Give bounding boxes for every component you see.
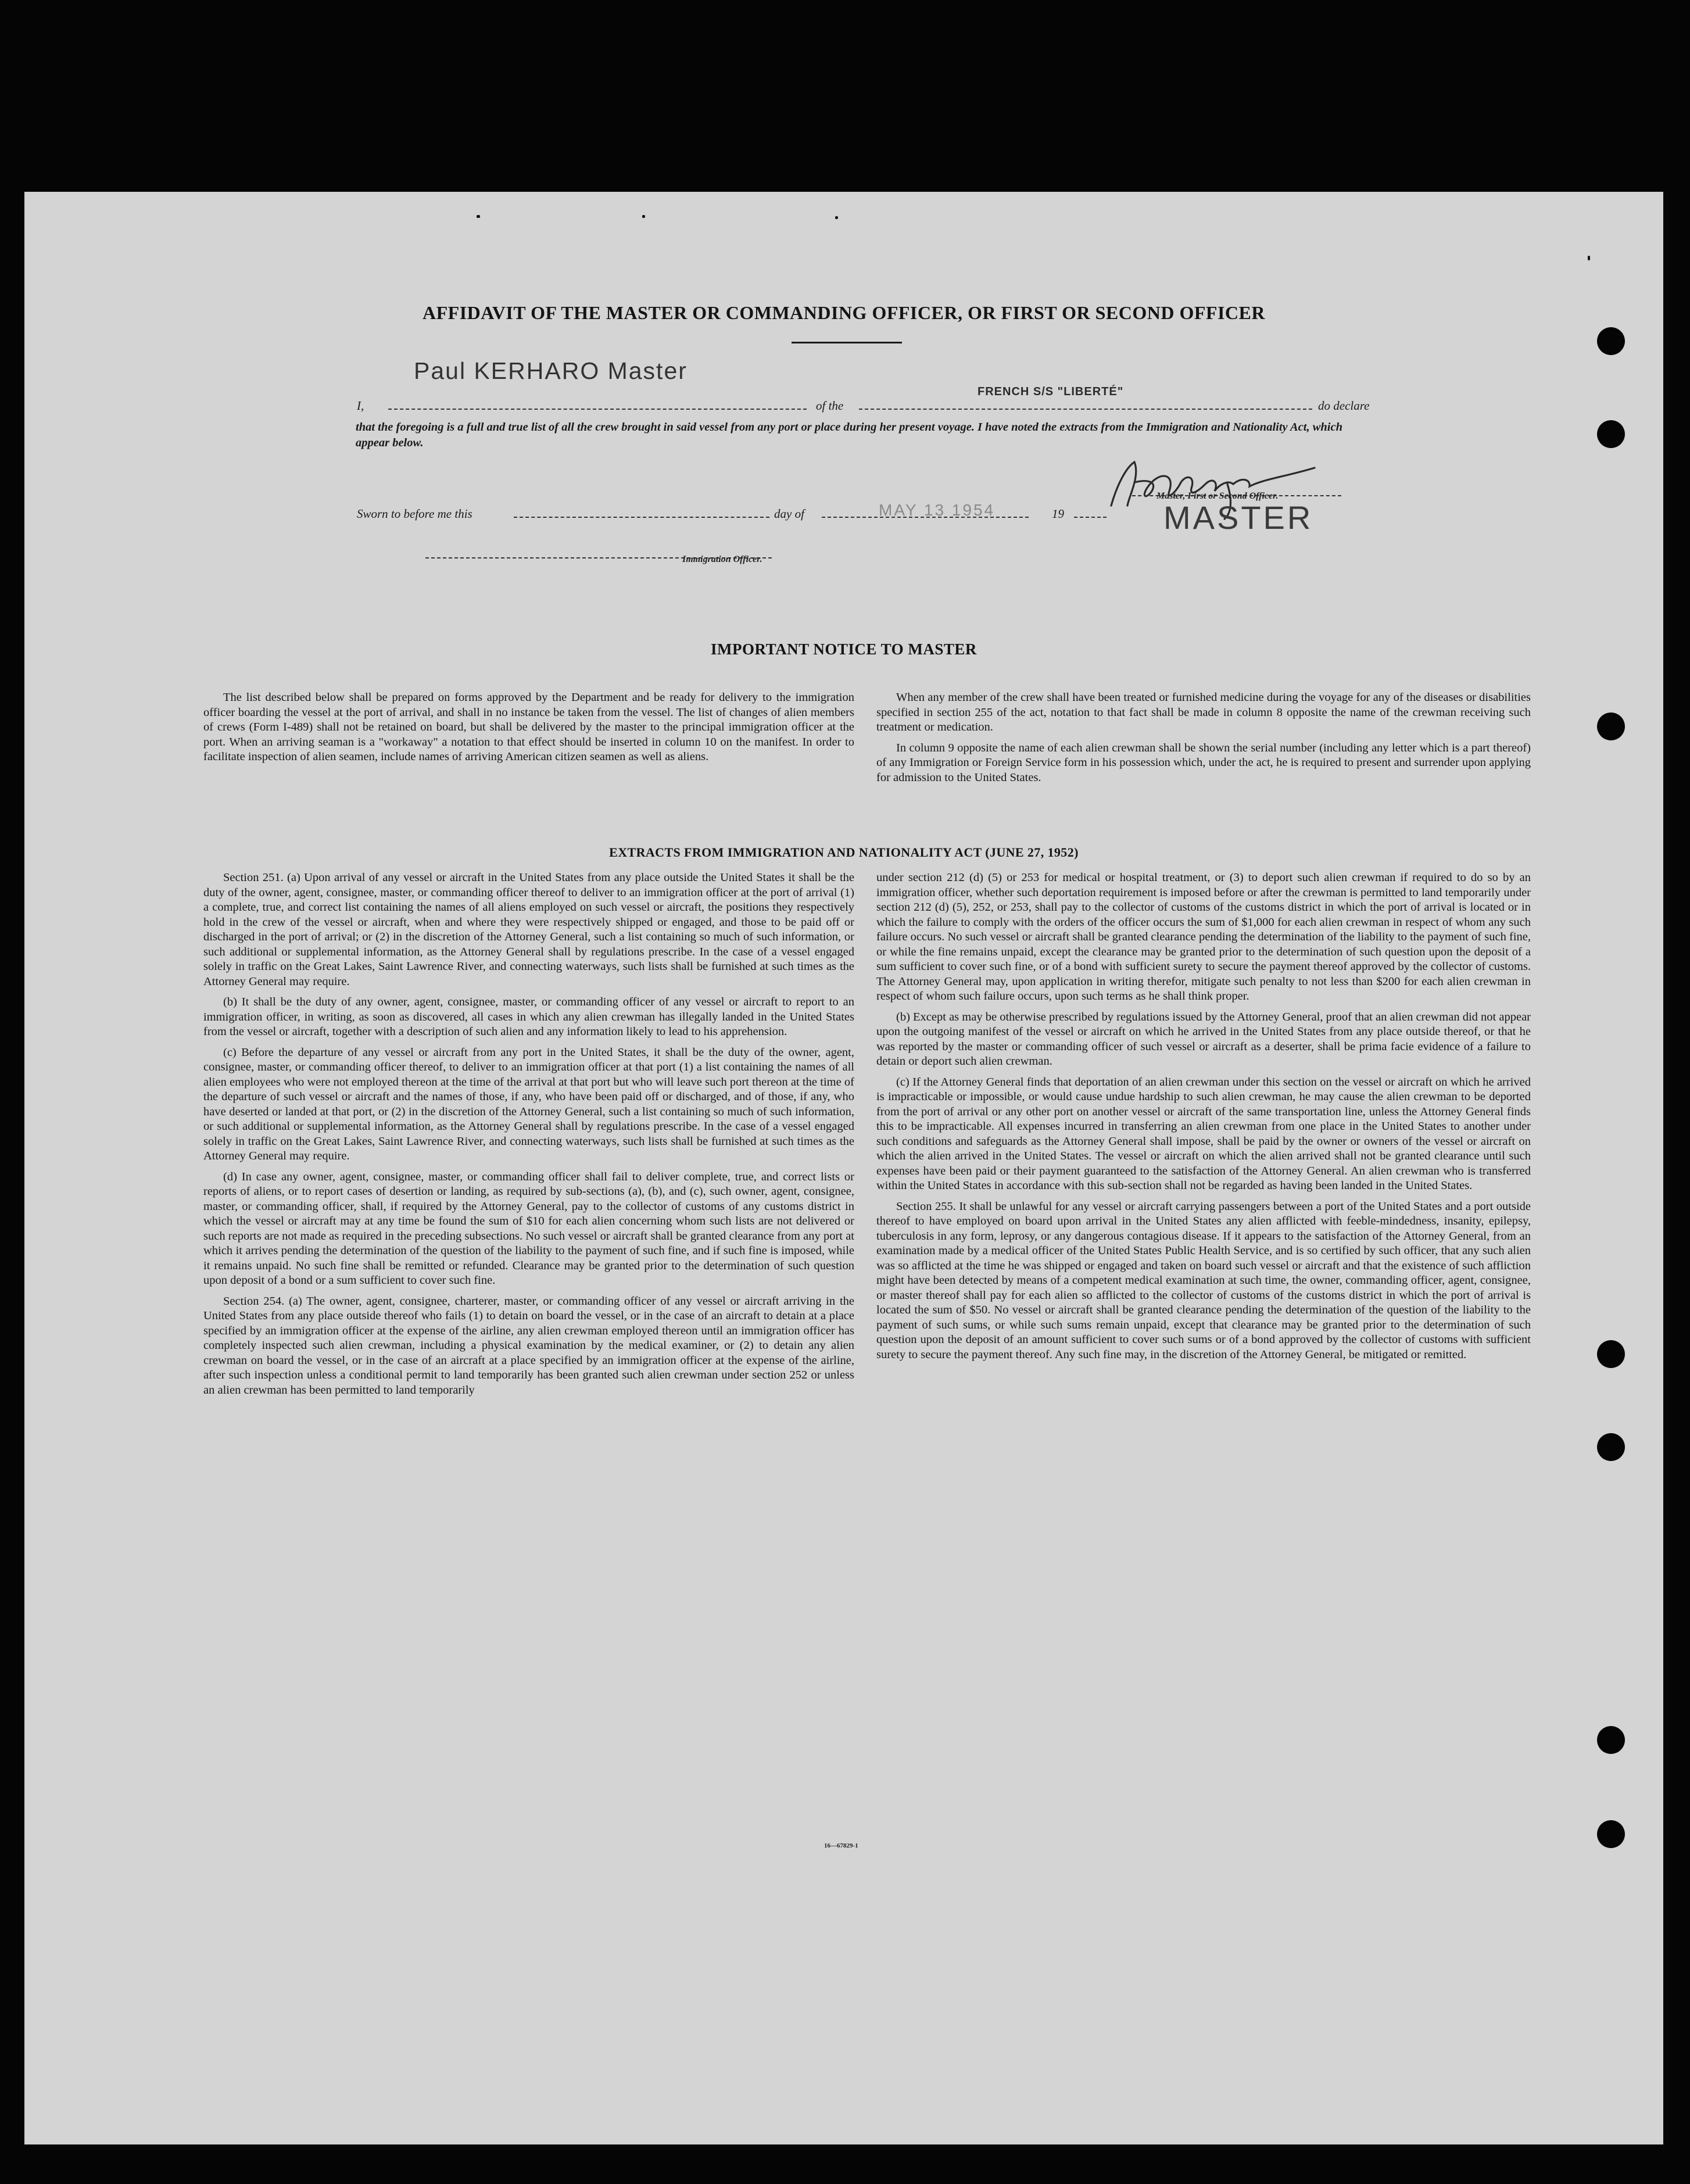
notice-left-paragraph: The list described below shall be prepared on forms approved by the Department and be ready for delivery to the immigration officer boarding the vessel at the port of arrival, and shall in no instance be taken from the vessel. The list of changes of alien members of crews (Form I-489) shall not be retained on board, but shall be delivered by the master to the principal immigration officer at the port. When an arriving seaman is a "workaway" a notation to that effect should be inserted in column 10 on the manifest. In order to facilitate inspection of alien seamen, include names of arriving American citizen seamen as well as aliens. [203, 691, 854, 763]
binder-hole [1597, 327, 1625, 355]
binder-hole [1597, 1433, 1625, 1461]
notice-right-paragraph-2: In column 9 opposite the name of each alien crewman shall be shown the serial number (including any letter which is a part thereof) of any Immigration or Foreign Service form in his possession which, under the act, he is required to present and surrender upon applying for admission to the United States. [876, 741, 1531, 784]
section-255: Section 255. It shall be unlawful for any vessel or aircraft carrying passengers between a port of the United States and a port outside thereof to have employed on board upon arrival in the United States any alien afflicted with feeble-mindedness, insanity, epilepsy, tuberculosis in any form, leprosy, or any dangerous contagious disease. If it appears to the satisfaction of the Attorney General, from an examination made by a medical officer of the United States Public Health Service, and is so certified by such officer, that any such alien was so afflicted at the time he was shipped or engaged and taken on board such vessel or aircraft and that the existence of such affliction might have been detected by means of a competent medical examination at such time, the owner, commanding officer, agent, consignee, or master thereof shall pay for each alien so afflicted to the collector of customs of the customs district in which the port of arrival is located the sum of $50. No vessel or aircraft shall be granted clearance pending the determination of the question of the liability to the payment of such sums, or while such sums remain unpaid, except that clearance may be granted prior to the determination of such question upon the deposit of an amount sufficient to cover such sums or of a bond approved by the collector of customs with sufficient surety to secure the payment thereof. Any such fine may, in the discretion of the Attorney General, be mitigated or remitted. [876, 1200, 1531, 1361]
extracts-title: EXTRACTS FROM IMMIGRATION AND NATIONALITY ACT (JUNE 27, 1952) [609, 845, 1079, 860]
scan-speck [477, 215, 480, 218]
binder-hole [1597, 1726, 1625, 1754]
extracts-left-column [203, 871, 854, 1404]
i-label: I, [357, 399, 364, 413]
section-251-b: (b) It shall be the duty of any owner, agent, consignee, master, or commanding officer of any vessel or aircraft to report to an immigration officer, in writing, as soon as discovered, all cases in which any alien crewman has illegally landed in the United States from the vessel or aircraft, together with a description of such alien and any information likely to lead to his apprehension. [203, 996, 854, 1038]
year-dots [1070, 507, 1110, 521]
scan-speck [642, 215, 645, 218]
extracts-right-column [876, 871, 1531, 1368]
vessel-dots [855, 399, 1316, 413]
officer-caption: Immigration Officer. [682, 554, 762, 564]
affidavit-title: AFFIDAVIT OF THE MASTER OR COMMANDING OFFICER, OR FIRST OR SECOND OFFICER [422, 302, 1265, 323]
binder-hole [1597, 420, 1625, 448]
declaration-text: that the foregoing is a full and true list of all the crew brought in said vessel from any port or place during her present voyage. I have noted the extracts from the Immigration and Nationality Act, which appear below. [356, 421, 1342, 449]
binder-hole [1597, 713, 1625, 740]
form-code: 16—67829-1 [824, 1842, 858, 1849]
section-254-a: Section 254. (a) The owner, agent, consignee, charterer, master, or commanding officer of any vessel or aircraft arriving in the United States from any place outside thereof who fails (1) to detain on board the vessel, or in the case of an aircraft to detain at a place specified by an immigration officer at the expense of the airline, any alien crewman employed thereon until an immigration officer has completely inspected such alien crewman, including a physical examination by the medical examiner, or (2) to detain any alien crewman on board the vessel, or in the case of an aircraft at a place specified by an immigration officer at the expense of the airline, after such inspection unless a conditional permit to land temporarily has been granted such alien crewman under section 252 or unless an alien crewman has been permitted to land temporarily [203, 1294, 854, 1397]
section-251-d: (d) In case any owner, agent, consignee, master, or commanding officer shall fail to deliver complete, true, and correct lists or reports of aliens, or to report cases of desertion or landing, as required by sub-sections (a), (b), and (c), such owner, agent, consignee, master, or commanding officer, shall, if required by the Attorney General, pay to the collector of customs of any customs district in which the vessel or aircraft may at any time be found the sum of $10 for each alien concerning whom such lists are not delivered or such reports are not made as required in the preceding subsections. No such vessel or aircraft shall be granted clearance from any port at which it arrives pending the determination of the question of the liability to the payment of such fine, and if such fine is imposed, while it remains unpaid. No such fine shall be remitted or refunded. Clearance may be granted prior to the determination of such question upon deposit of a bond or a sum sufficient to cover such fine. [203, 1170, 854, 1287]
of-the-label: of the [816, 399, 844, 413]
sworn-dots [510, 507, 773, 521]
section-251-a: Section 251. (a) Upon arrival of any vessel or aircraft in the United States from any place outside the United States it shall be the duty of the owner, agent, consignee, master, or commanding officer thereof to deliver to an immigration officer at the port of arrival (1) a complete, true, and correct list containing the names of all aliens employed on such vessel or aircraft, the positions they respectively hold in the crew of the vessel or aircraft, when and where they were respectively shipped or engaged, and those to be paid off or discharged in the port of arrival; or (2) in the discretion of the Attorney General, such a list containing so much of such information, or such additional or supplemental information, as the Attorney General shall by regulations prescribe. In the case of a vessel engaged solely in traffic on the Great Lakes, Saint Lawrence River, and connecting waterways, such lists shall be furnished at such times as the Attorney General may require. [203, 871, 854, 988]
section-254-b: (b) Except as may be otherwise prescribed by regulations issued by the Attorney General, proof that an alien crewman did not appear upon the outgoing manifest of the vessel or aircraft on which he arrived in the United States from any place outside thereof, or that he was reported by the master or commanding officer of such vessel or aircraft as a deserter, shall be prima facie evidence of a failure to detain or deport such alien crewman. [876, 1010, 1531, 1068]
title-rule [792, 342, 902, 343]
section-251-c: (c) Before the departure of any vessel or aircraft from any port in the United States, it shall be the duty of the owner, agent, consignee, master, or commanding officer thereof, to deliver to an immigration officer at that port (1) a list containing the names of all alien employees who were not employed thereon at the time of the arrival at that port but who will leave such port thereon at the time of the departure of such vessel or aircraft and the names of those, if any, who have been paid off or discharged, and of those, if any, who have deserted or landed at that port, or (2) in the discretion of the Attorney General, such a list containing so much of such information, or such additional or supplemental information, as the Attorney General shall by regulations prescribe. In the case of a vessel engaged solely in traffic on the Great Lakes, Saint Lawrence River, and connecting waterways, such lists shall be furnished at such times as the Attorney General may require. [203, 1046, 854, 1162]
scan-speck [835, 216, 838, 219]
notice-right-column [876, 690, 1531, 791]
scan-speck [1588, 256, 1590, 260]
binder-hole [1597, 1820, 1625, 1848]
document-page [24, 192, 1663, 2144]
sworn-label: Sworn to before me this [357, 507, 472, 521]
master-stamp: MASTER [1163, 499, 1313, 536]
name-dots [385, 399, 810, 413]
notice-title: IMPORTANT NOTICE TO MASTER [711, 640, 977, 658]
do-declare-label: do declare [1318, 399, 1370, 413]
day-of-label: day of [774, 507, 804, 521]
signature-caption: Master, First or Second Officer. [1156, 491, 1279, 501]
section-254-a-continued: under section 212 (d) (5) or 253 for medical or hospital treatment, or (3) to deport such alien crewman if required to do so by an immigration officer, whether such deportation requirement is imposed before or after the crewman is permitted to land temporarily under section 212 (d) (5), 252, or 253, shall pay to the collector of customs of the customs district in which the port of arrival is located or in which the failure to comply with the orders of the officer occurs the sum of $1,000 for each alien crewman in respect of whom any such failure occurs. No such vessel or aircraft shall be granted clearance pending the determination of the liability to the payment of such fine, or while the fine remains unpaid, except the clearance may be granted prior to the determination of such question upon the deposit of a sum sufficient to cover such fine, or of a bond with sufficient surety to secure the payment thereof approved by the collector of customs. The Attorney General may, upon application in writing therefor, mitigate such penalty to not less than $200 for each alien crewman in respect of whom such failure occurs, upon such terms as he shall think proper. [876, 871, 1531, 1003]
binder-hole [1597, 1340, 1625, 1368]
notice-right-paragraph-1: When any member of the crew shall have been treated or furnished medicine during the voyage for any of the diseases or disabilities specified in section 255 of the act, notation to that fact shall be made in column 8 opposite the name of the crewman receiving such treatment or medication. [876, 691, 1531, 733]
master-name-typed: Paul KERHARO Master [414, 357, 688, 384]
date-stamp: MAY 13 1954 [879, 501, 996, 519]
vessel-name: FRENCH S/S "LIBERTÉ" [978, 385, 1124, 398]
notice-left-column [203, 690, 854, 771]
year-prefix: 19 [1052, 507, 1064, 521]
section-254-c: (c) If the Attorney General finds that deportation of an alien crewman under this section on the vessel or aircraft on which he arrived is impracticable or impossible, or would cause undue hardship to such alien crewman, he may cause the alien crewman to be deported from the port of arrival or any other port on another vessel or aircraft of the same transportation line, unless the Attorney General finds this to be impracticable. All expenses incurred in transferring an alien crewman from one place in the United States to another under such conditions and safeguards as the Attorney General shall impose, shall be paid by the owner or owners of the vessel or aircraft on which the alien arrived in the United States. The vessel or aircraft on which the alien arrived shall not be granted clearance until such expenses have been paid or their payment guaranteed to the satisfaction of the Attorney General. An alien crewman who is transferred within the United States in accordance with this sub-section shall not be regarded as having been landed in the United States. [876, 1075, 1531, 1192]
